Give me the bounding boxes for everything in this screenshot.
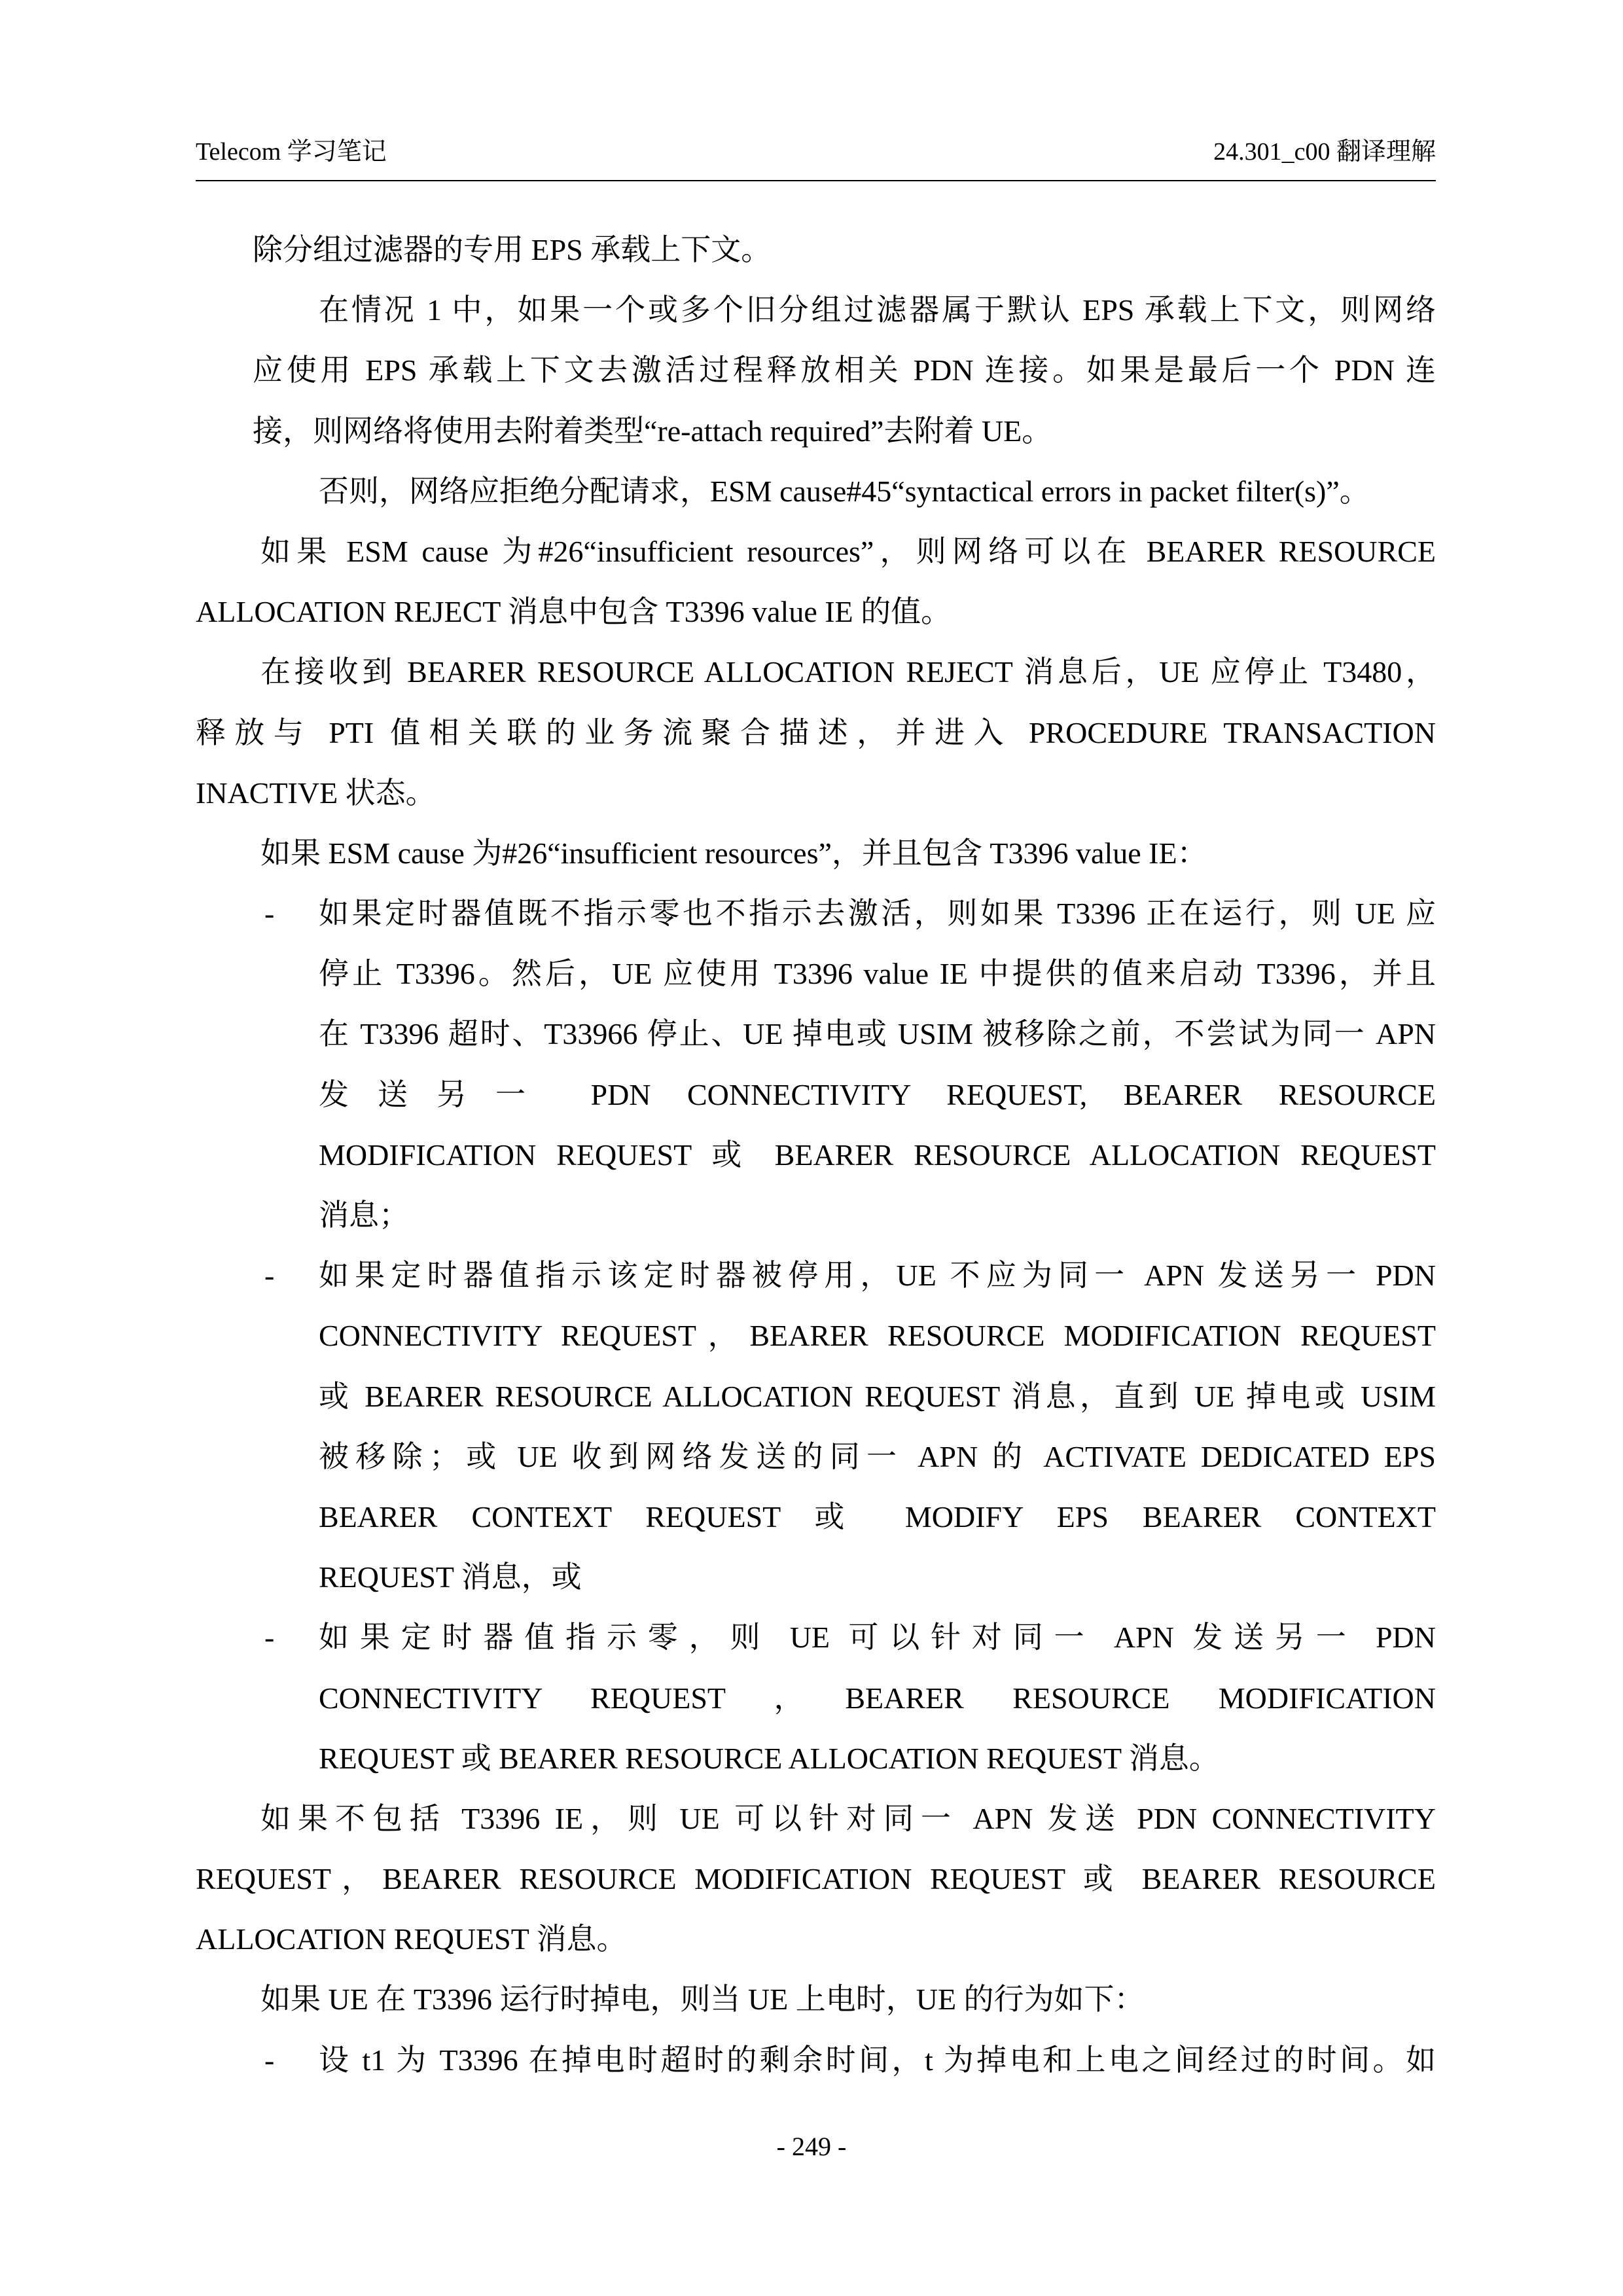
text-line: 如果 UE 在 T3396 运行时掉电，则当 UE 上电时，UE 的行为如下： <box>260 1982 1145 2017</box>
paragraph <box>196 220 1436 280</box>
text-line: 在情况 1 中，如果一个或多个旧分组过滤器属于默认 EPS 承载上下文，则网络 <box>319 293 1436 327</box>
text-line: 或 BEARER RESOURCE ALLOCATION REQUEST 消息，直到 UE 掉电或 USIM <box>319 1379 1436 1413</box>
text-line: 在接收到 BEARER RESOURCE ALLOCATION REJECT 消息后，UE 应停止 T3480， <box>260 655 1436 689</box>
text-line: 消息； <box>319 1198 409 1232</box>
header-left-title: Telecom 学习笔记 <box>196 138 387 166</box>
text-line: REQUEST，BEARER RESOURCE MODIFICATION REQUEST 或 BEARER RESOURCE <box>196 1862 1436 1896</box>
text-line: ALLOCATION REJECT 消息中包含 T3396 value IE 的值。 <box>196 595 952 629</box>
text-line: 释放与 PTI 值相关联的业务流聚合描述，并进入 PROCEDURE TRANSACTION <box>196 715 1436 749</box>
text-line: BEARER CONTEXT REQUEST 或 MODIFY EPS BEARER CONTEXT <box>319 1499 1436 1534</box>
paragraph <box>196 461 1436 522</box>
list-marker: - <box>264 897 275 931</box>
text-line: MODIFICATION REQUEST 或 BEARER RESOURCE ALLOCATION REQUEST <box>319 1138 1436 1172</box>
text-line: 否则，网络应拒绝分配请求，ESM cause#45“syntactical errors in packet filter(s)”。 <box>319 474 1370 508</box>
paragraph <box>196 642 1436 823</box>
header-right-title: 24.301_c00 翻译理解 <box>1213 138 1436 166</box>
list-item <box>196 884 1436 1246</box>
list-marker: - <box>264 2043 275 2077</box>
page-body <box>196 220 1436 2090</box>
text-line: 在 T3396 超时、T33966 停止、UE 掉电或 USIM 被移除之前，不尝试为同一 APN <box>319 1017 1436 1051</box>
bullet-list <box>196 2030 1436 2090</box>
paragraph <box>196 280 1436 461</box>
header-rule <box>196 180 1436 181</box>
text-line: 如果定时器值指示零，则 UE 可以针对同一 APN 发送另一 PDN <box>319 1621 1436 1655</box>
paragraph <box>196 522 1436 642</box>
text-line: 除分组过滤器的专用 EPS 承载上下文。 <box>253 233 772 266</box>
text-line: 发送另一 PDN CONNECTIVITY REQUEST, BEARER RESOURCE <box>319 1077 1436 1111</box>
paragraph <box>196 1789 1436 1970</box>
text-line: 如果不包括 T3396 IE，则 UE 可以针对同一 APN 发送 PDN CONNECTIVITY <box>260 1801 1436 1835</box>
text-line: 应使用 EPS 承载上下文去激活过程释放相关 PDN 连接。如果是最后一个 PDN 连 <box>253 353 1436 387</box>
text-line: 如果 ESM cause 为#26“insufficient resources”，并且包含 T3396 value IE： <box>260 836 1207 870</box>
list-item <box>196 2030 1436 2090</box>
text-line: CONNECTIVITY REQUEST，BEARER RESOURCE MODIFICATION REQUEST <box>319 1319 1436 1353</box>
text-line: 接，则网络将使用去附着类型“re-attach required”去附着 UE。 <box>253 414 1052 448</box>
list-item <box>196 1607 1436 1789</box>
list-marker: - <box>264 1621 275 1655</box>
paragraph <box>196 1969 1436 2030</box>
text-line: 如果定时器值既不指示零也不指示去激活，则如果 T3396 正在运行，则 UE 应 <box>319 897 1436 931</box>
text-line: 如果定时器值指示该定时器被停用，UE 不应为同一 APN 发送另一 PDN <box>319 1259 1436 1293</box>
text-line: INACTIVE 状态。 <box>196 776 436 810</box>
text-line: 如果 ESM cause 为#26“insufficient resources”，则网络可以在 BEARER RESOURCE <box>260 534 1436 568</box>
bullet-list <box>196 884 1436 1789</box>
text-line: CONNECTIVITY REQUEST ，BEARER RESOURCE MODIFICATION <box>319 1681 1436 1715</box>
list-item <box>196 1246 1436 1607</box>
paragraph <box>196 823 1436 884</box>
list-marker: - <box>264 1259 275 1293</box>
text-line: 设 t1 为 T3396 在掉电时超时的剩余时间，t 为掉电和上电之间经过的时间。如 <box>319 2043 1436 2077</box>
text-line: REQUEST 或 BEARER RESOURCE ALLOCATION REQUEST 消息。 <box>319 1741 1219 1775</box>
text-line: REQUEST 消息，或 <box>319 1560 582 1594</box>
text-line: 停止 T3396。然后，UE 应使用 T3396 value IE 中提供的值来启动 T3396，并且 <box>319 957 1436 991</box>
page-header <box>196 132 1436 171</box>
page-number: - 249 - <box>776 2132 847 2161</box>
text-line: ALLOCATION REQUEST 消息。 <box>196 1922 627 1956</box>
text-line: 被移除；或 UE 收到网络发送的同一 APN 的 ACTIVATE DEDICATED EPS <box>319 1439 1436 1473</box>
